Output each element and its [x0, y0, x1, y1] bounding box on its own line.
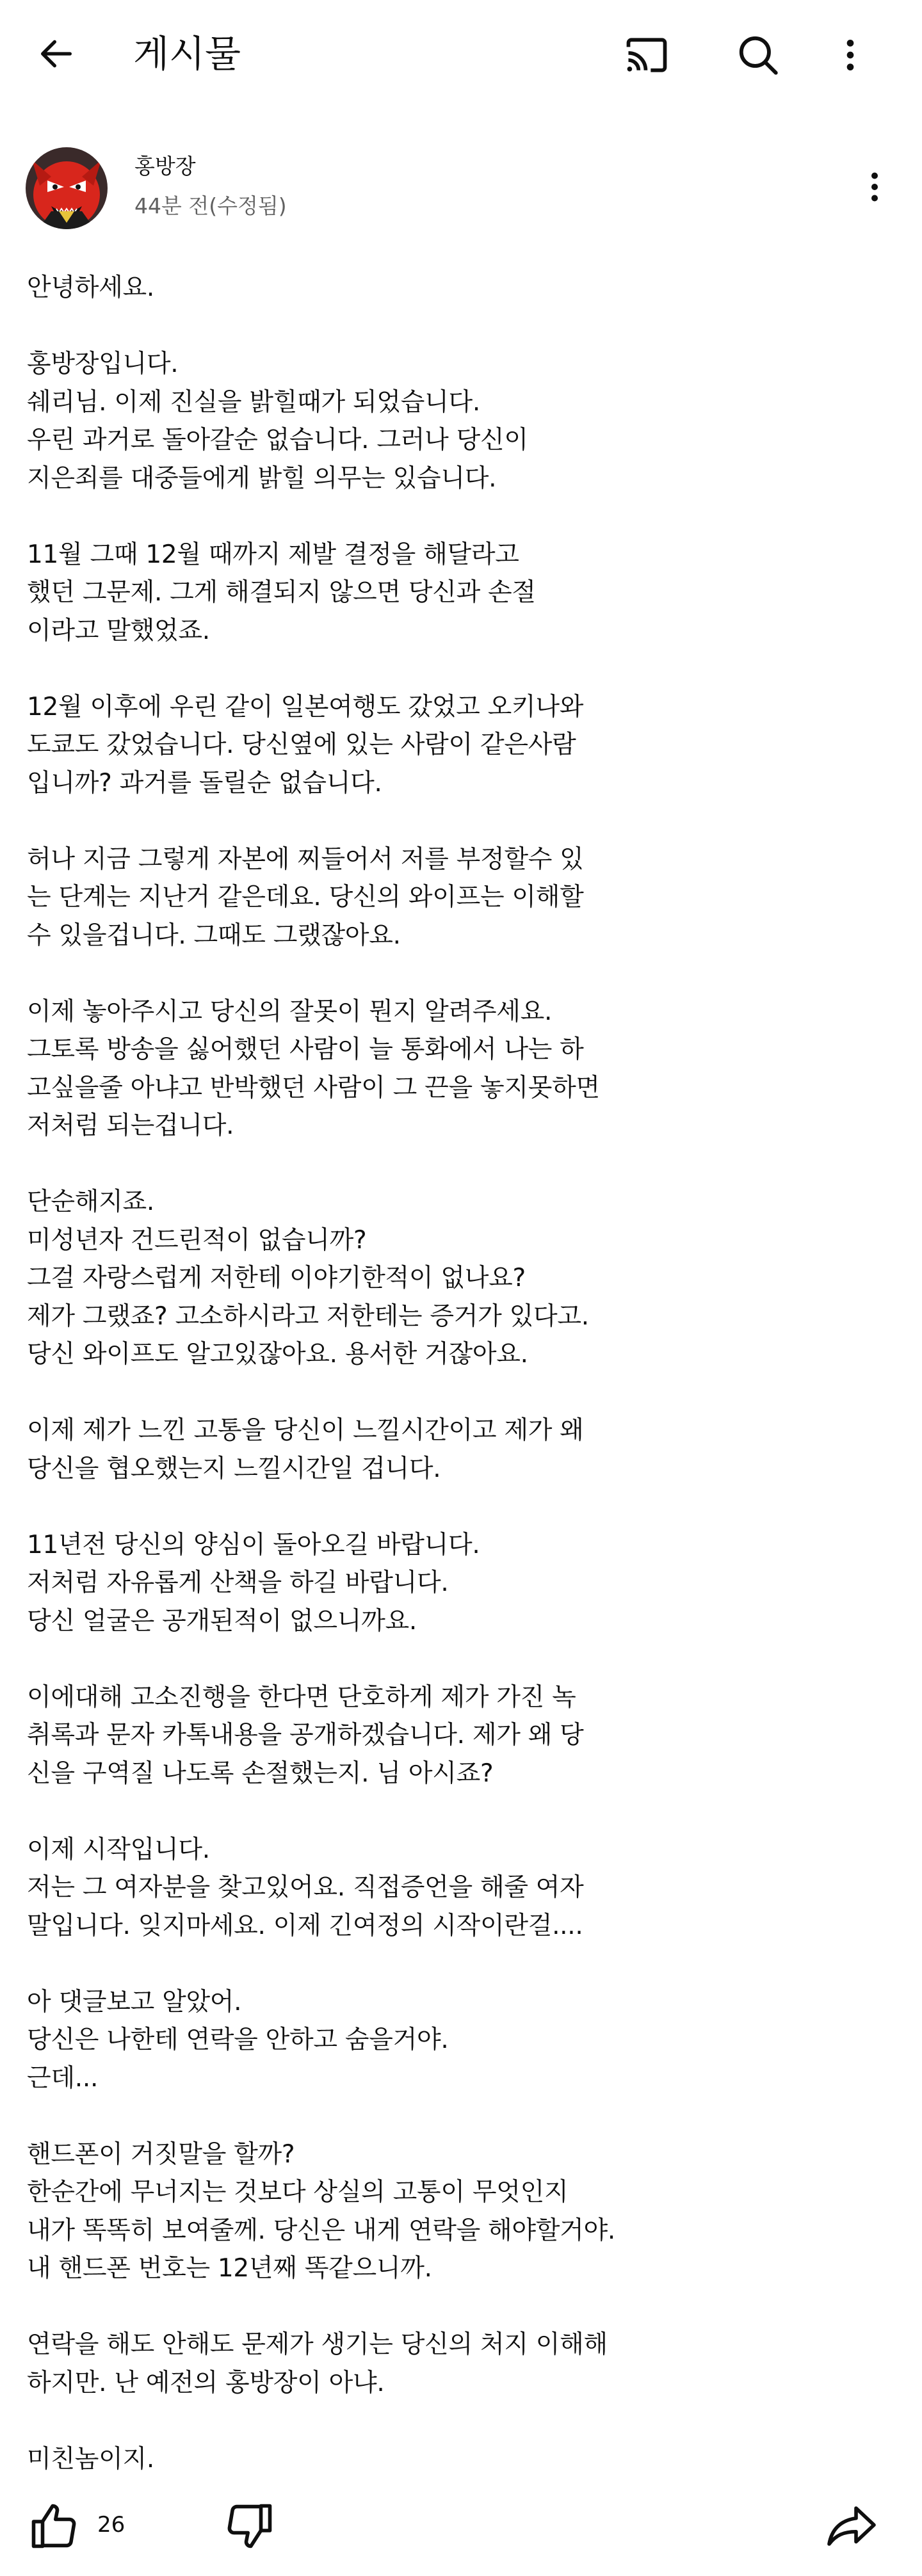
post-text-line: 11년전 당신의 양심이 돌아오길 바랍니다.	[27, 1530, 480, 1559]
author-name[interactable]: 홍방장	[134, 154, 196, 179]
post-text-line: 아 댓글보고 알았어.	[27, 1987, 242, 2017]
page-title: 게시물	[133, 32, 241, 76]
post-text-line: 취록과 문자 카톡내용을 공개하겠습니다. 제가 왜 당	[27, 1721, 584, 1750]
post-text-line: 당신 와이프도 알고있잖아요. 용서한 거잖아요.	[27, 1340, 528, 1369]
post-text-line: 는 단계는 지난거 같은데요. 당신의 와이프는 이해할	[27, 883, 584, 912]
post-timestamp: 44분 전(수정됨)	[134, 193, 287, 218]
post-blank-line	[27, 497, 667, 536]
post-text-line: 했던 그문제. 그게 해결되지 않으면 당신과 손절	[27, 578, 536, 607]
more-options-button[interactable]	[823, 28, 877, 82]
thumbs-down-icon	[223, 2499, 277, 2553]
post-text-line: 이제 시작입니다.	[27, 1835, 210, 1864]
share-icon	[825, 2499, 878, 2553]
post-text-line: 지은죄를 대중들에게 밝힐 의무는 있습니다.	[27, 463, 497, 493]
post-text-line: 이에대해 고소진행을 한다면 단호하게 제가 가진 녹	[27, 1682, 576, 1712]
post-blank-line	[27, 1640, 667, 1678]
top-app-bar	[0, 0, 922, 108]
share-button[interactable]	[821, 2495, 882, 2557]
post-blank-line	[27, 954, 667, 993]
post-text-line: 한순간에 무너지는 것보다 상실의 고통이 무엇인지	[27, 2178, 569, 2207]
back-button[interactable]	[31, 28, 82, 79]
post-blank-line	[27, 1488, 667, 1526]
post-text-line: 허나 지금 그렇게 자본에 찌들어서 저를 부정할수 있	[27, 844, 584, 874]
post-text-line: 내 핸드폰 번호는 12년째 똑같으니까.	[27, 2254, 432, 2283]
post-text-line: 도쿄도 갔었습니다. 당신옆에 있는 사람이 같은사람	[27, 730, 576, 759]
post-text-line: 그걸 자랑스럽게 저한테 이야기한적이 없나요?	[27, 1264, 526, 1292]
post-blank-line	[27, 307, 667, 346]
red-character-avatar-icon	[26, 147, 108, 229]
post-blank-line	[27, 802, 667, 841]
post-text-line: 근데...	[27, 2063, 99, 2093]
post-blank-line	[27, 1374, 667, 1412]
arrow-left-icon	[36, 33, 77, 74]
like-button[interactable]	[23, 2495, 85, 2557]
post-blank-line	[27, 2402, 667, 2440]
post-text-line: 이라고 말했었죠.	[27, 616, 210, 645]
post-text-line: 홍방장입니다.	[27, 350, 179, 378]
post-text-line: 신을 구역질 나도록 손절했는지. 님 아시죠?	[27, 1759, 494, 1788]
post-author-row	[26, 147, 896, 230]
post-text-line: 당신을 협오했는지 느낄시간일 겁니다.	[27, 1454, 441, 1483]
post-text-line: 이제 제가 느낀 고통을 당신이 느낄시간이고 제가 왜	[27, 1416, 584, 1445]
post-text-line: 11월 그때 12월 때까지 제발 결정을 해달라고	[27, 540, 519, 569]
post-text-line: 저는 그 여자분을 찾고있어요. 직접증언을 해줄 여자	[27, 1873, 584, 1902]
thumbs-up-icon	[27, 2499, 81, 2553]
post-text-line: 제가 그랬죠? 고소하시라고 저한테는 증거가 있다고.	[27, 1301, 589, 1331]
post-text-line: 그토록 방송을 싫어했던 사람이 늘 통화에서 나는 하	[27, 1035, 584, 1064]
like-count: 26	[97, 2512, 125, 2538]
post-text-line: 입니까? 과거를 돌릴순 없습니다.	[27, 768, 382, 798]
post-text-line: 쉐리님. 이제 진실을 밝힐때가 되었습니다.	[27, 387, 480, 417]
post-text-line: 수 있을겁니다. 그때도 그랬잖아요.	[27, 921, 401, 950]
post-blank-line	[27, 2097, 667, 2136]
post-text-line: 12월 이후에 우린 같이 일본여행도 갔었고 오키나와	[27, 692, 584, 721]
post-blank-line	[27, 650, 667, 688]
post-text-line: 당신은 나한테 연락을 안하고 숨을거야.	[27, 2025, 449, 2054]
post-blank-line	[27, 1792, 667, 1831]
cast-icon	[622, 31, 671, 79]
post-text-line: 미친놈이지.	[27, 2444, 154, 2474]
post-text-line: 내가 똑똑히 보여줄께. 당신은 내게 연락을 해야할거야.	[27, 2216, 616, 2245]
post-text-line: 당신 얼굴은 공개된적이 없으니까요.	[27, 1606, 417, 1636]
avatar[interactable]	[26, 147, 108, 229]
post-text-line: 연락을 해도 안해도 문제가 생기는 당신의 처지 이해해	[27, 2330, 608, 2359]
post-text-line: 안녕하세요.	[27, 273, 154, 302]
more-vert-icon	[855, 168, 894, 206]
post-text-line: 저처럼 되는겁니다.	[27, 1111, 234, 1140]
post-text-line: 저처럼 자유롭게 산책을 하길 바랍니다.	[27, 1568, 449, 1597]
search-icon	[734, 31, 782, 79]
post-blank-line	[27, 1145, 667, 1184]
post-text-line: 말입니다. 잊지마세요. 이제 긴여정의 시작이란걸....	[27, 1911, 583, 1940]
dislike-button[interactable]	[219, 2495, 280, 2557]
cast-button[interactable]	[620, 28, 674, 82]
more-vert-icon	[830, 35, 871, 76]
post-more-button[interactable]	[855, 160, 894, 214]
post-body	[27, 269, 667, 2478]
post-text-line: 단순해지죠.	[27, 1187, 154, 1216]
post-text-line: 고싶을줄 아냐고 반박했던 사람이 그 끈을 놓지못하면	[27, 1073, 600, 1102]
post-text-line: 핸드폰이 거짓말을 할까?	[27, 2139, 295, 2169]
post-action-bar	[0, 2490, 922, 2567]
post-blank-line	[27, 2288, 667, 2326]
post-blank-line	[27, 1945, 667, 1983]
post-text-line: 우린 과거로 돌아갈순 없습니다. 그러나 당신이	[27, 426, 528, 455]
search-button[interactable]	[731, 28, 785, 82]
post-text-line: 하지만. 난 예전의 홍방장이 아냐.	[27, 2368, 385, 2397]
post-text-line: 미성년자 건드린적이 없습니까?	[27, 1225, 367, 1255]
post-text-line: 이제 놓아주시고 당신의 잘못이 뭔지 알려주세요.	[27, 997, 553, 1026]
